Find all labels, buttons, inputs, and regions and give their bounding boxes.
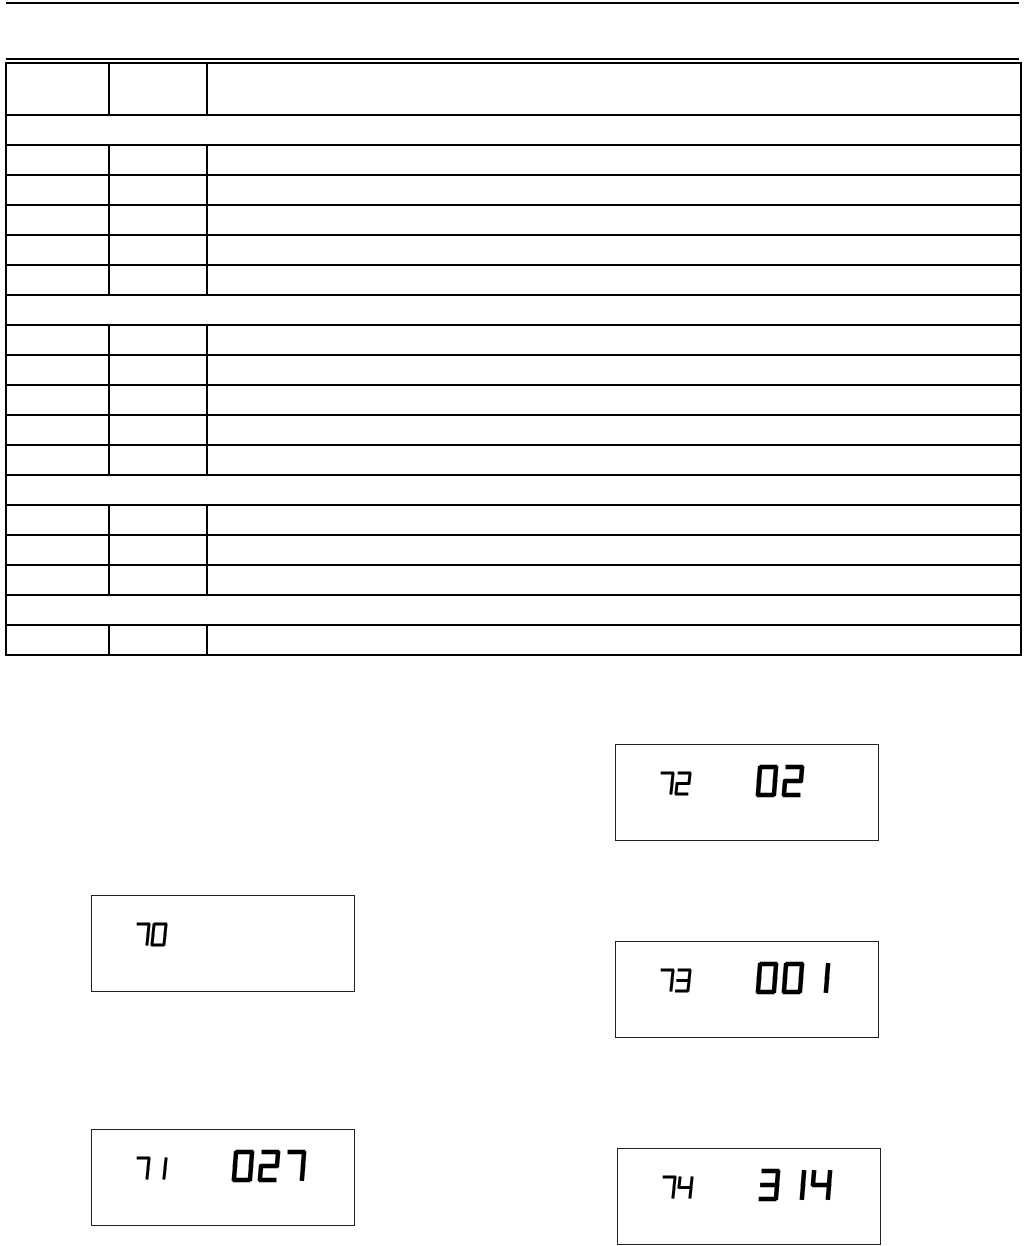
table-section-row [6, 295, 1021, 325]
table-cell [109, 625, 207, 655]
table-cell [109, 355, 207, 385]
table-row [6, 505, 1021, 535]
table-cell [6, 145, 109, 175]
table-cell [109, 445, 207, 475]
table-row [6, 415, 1021, 445]
table-cell [109, 385, 207, 415]
table-row [6, 625, 1021, 655]
lcd-code [662, 773, 690, 794]
table-section-row [6, 595, 1021, 625]
table-row [6, 265, 1021, 295]
lcd-value [761, 1171, 830, 1199]
table-row [6, 235, 1021, 265]
lcd-value [234, 1152, 304, 1180]
lcd-digits [616, 745, 880, 842]
header-rule [6, 58, 1019, 60]
table-cell [109, 205, 207, 235]
table-cell [207, 505, 1021, 535]
table-header-cell [109, 63, 207, 115]
top-rule [6, 2, 1019, 4]
table-cell [109, 565, 207, 595]
table-cell [6, 355, 109, 385]
lcd-display-71 [91, 1129, 355, 1226]
table-cell [109, 145, 207, 175]
table-cell [6, 325, 109, 355]
lcd-code [138, 1158, 166, 1178]
table-cell [109, 325, 207, 355]
table-section-title [6, 295, 1021, 325]
table-cell [207, 145, 1021, 175]
lcd-code [664, 1177, 692, 1197]
table-cell [6, 535, 109, 565]
table-cell [109, 415, 207, 445]
lcd-digits [92, 896, 356, 993]
table-row [6, 385, 1021, 415]
table-section-title [6, 475, 1021, 505]
table-row [6, 205, 1021, 235]
table-cell [6, 235, 109, 265]
table-row [6, 535, 1021, 565]
table-cell [207, 415, 1021, 445]
table-cell [207, 235, 1021, 265]
table-section-row [6, 475, 1021, 505]
spec-table [5, 62, 1022, 656]
table-cell [6, 565, 109, 595]
table-cell [6, 175, 109, 205]
table-cell [109, 505, 207, 535]
lcd-digits [616, 942, 880, 1039]
table-row [6, 145, 1021, 175]
table-cell [6, 205, 109, 235]
table-cell [207, 535, 1021, 565]
table-cell [6, 385, 109, 415]
lcd-code [138, 924, 166, 945]
table-header-cell [6, 63, 109, 115]
table-cell [109, 235, 207, 265]
lcd-digits [618, 1149, 882, 1246]
table-cell [207, 325, 1021, 355]
table-cell [109, 535, 207, 565]
table-cell [109, 175, 207, 205]
table-section-title [6, 595, 1021, 625]
table-cell [6, 625, 109, 655]
table-cell [109, 265, 207, 295]
table-cell [6, 445, 109, 475]
lcd-display-72 [615, 744, 879, 841]
table-cell [6, 265, 109, 295]
lcd-display-73 [615, 941, 879, 1038]
table-section-title [6, 115, 1021, 145]
table-row [6, 565, 1021, 595]
table-header-cell [207, 63, 1021, 115]
table-row [6, 445, 1021, 475]
lcd-value [758, 767, 802, 795]
lcd-code [662, 970, 690, 991]
table-cell [207, 265, 1021, 295]
table-cell [207, 205, 1021, 235]
table-cell [207, 565, 1021, 595]
table-section-row [6, 115, 1021, 145]
table-cell [207, 175, 1021, 205]
table-cell [6, 415, 109, 445]
lcd-display-74 [617, 1148, 881, 1245]
table-cell [207, 445, 1021, 475]
table-cell [207, 385, 1021, 415]
table-row [6, 325, 1021, 355]
table-row [6, 355, 1021, 385]
lcd-value [758, 964, 828, 992]
table-cell [6, 505, 109, 535]
lcd-digits [92, 1130, 356, 1227]
table-cell [207, 355, 1021, 385]
lcd-display-70 [91, 895, 355, 992]
table-cell [207, 625, 1021, 655]
table-row [6, 175, 1021, 205]
table-header-row [6, 63, 1021, 115]
